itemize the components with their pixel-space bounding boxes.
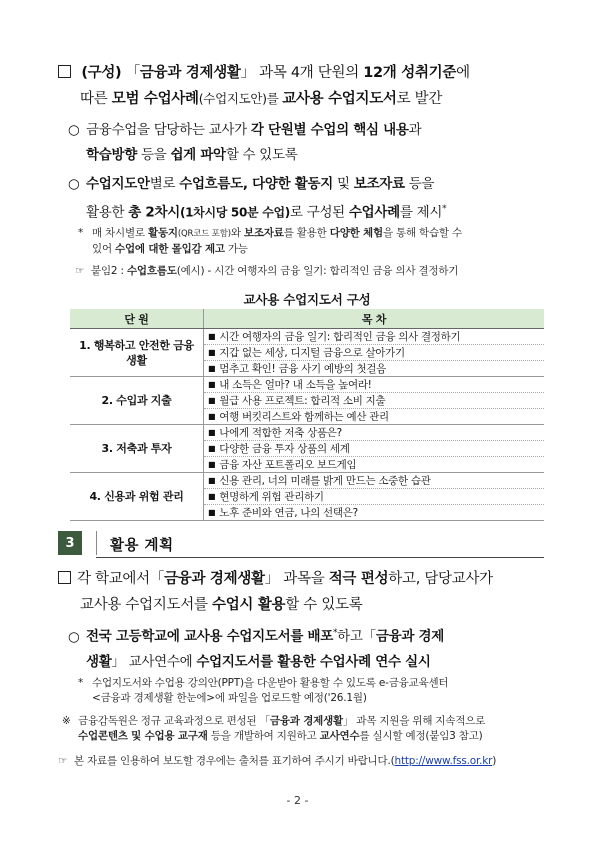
paragraph-school-use: 각 학교에서「금융과 경제생활」 과목을 적극 편성하고, 담당교사가 교사용 수업지도서를 수업시 활용할 수 있도록 xyxy=(58,566,548,618)
contents-cell xyxy=(204,393,545,409)
unit-cell: 2. 수입과 지출 xyxy=(70,377,204,425)
square-bullet-icon: ■ xyxy=(208,460,216,469)
header-contents: 목 차 xyxy=(204,309,545,329)
contents-cell xyxy=(204,361,545,377)
footnote-upload: * 수업지도서와 수업용 강의안(PPT)을 다운받아 활용할 수 있도록 e-금융교육센터 <금융과 경제생활 한눈에>에 파일을 업로드할 예정('26.1월) xyxy=(78,677,449,704)
contents-item-text: 다양한 금융 투자 상품의 세계 xyxy=(219,443,350,455)
square-bullet-icon: ■ xyxy=(208,476,216,485)
section-number: 3 xyxy=(58,531,82,555)
table-row xyxy=(70,473,544,489)
section-underline xyxy=(96,557,544,558)
contents-cell xyxy=(204,329,545,345)
contents-cell xyxy=(204,457,545,473)
fss-website-link[interactable]: http://www.fss.or.kr xyxy=(394,755,493,767)
contents-item-text: 월급 사용 프로젝트: 합리적 소비 지출 xyxy=(219,395,386,407)
contents-cell xyxy=(204,345,545,361)
pointing-hand-icon: ☞ xyxy=(58,755,68,767)
unit-cell: 1. 행복하고 안전한 금융 생활 xyxy=(70,329,204,377)
circle-bullet-icon: ○ xyxy=(68,628,80,645)
table-row xyxy=(70,425,544,441)
pointing-hand-icon: ☞ xyxy=(75,265,85,277)
unit-cell: 4. 신용과 위험 관리 xyxy=(70,473,204,521)
contents-item-text: 나에게 적합한 저축 상품은? xyxy=(219,427,342,439)
paragraph-composition: ○ 수업지도안별로 수업흐름도, 다양한 활동지 및 보조자료 등을 활용한 총 2차시(1차시당 50분 수업)로 구성된 수업사례를 제시* xyxy=(68,172,548,226)
contents-item-text: 멈추고 확인! 금융 사기 예방의 첫걸음 xyxy=(219,363,387,375)
paragraph-distribution: ○ 전국 고등학교에 교사용 수업지도서를 배포*하고「금융과 경제 생활」 교사연수에 수업지도서를 활용한 수업사례 연수 실시 xyxy=(68,621,548,675)
paragraph-structure: (구성) 「금융과 경제생활」 과목 4개 단원의 12개 성취기준에 따른 모범 수업사례(수업지도안)를 교사용 수업지도서로 발간 xyxy=(58,60,548,112)
square-bullet-icon: ■ xyxy=(208,396,216,405)
contents-item-text: 노후 준비와 연금, 나의 선택은? xyxy=(219,507,358,519)
checkbox-square-icon xyxy=(58,65,71,78)
table-header-row xyxy=(70,309,544,329)
contents-cell xyxy=(204,489,545,505)
table-title: 교사용 수업지도서 구성 xyxy=(243,292,371,307)
contents-item-text: 여행 버킷리스트와 함께하는 예산 관리 xyxy=(219,411,389,423)
section-header xyxy=(58,531,544,557)
footnote-activity: * 매 차시별로 활동지(QR코드 포함)와 보조자료를 활용한 다양한 체험을 통해 학습할 수 있어 수업에 대한 몰입감 제고 가능 xyxy=(78,227,462,255)
reference-attachment: ☞ 붙임2 : 수업흐름도(예시) - 시간 여행자의 금융 일기: 합리적인 금융 의사 결정하기 xyxy=(75,265,459,277)
circle-bullet-icon: ○ xyxy=(68,176,80,192)
citation-note: ☞ 본 자료를 인용하여 보도할 경우에는 출처를 표기하여 주시기 바랍니다.(http://www.fss.or.kr) xyxy=(58,755,497,767)
section-divider xyxy=(96,531,97,555)
table-row xyxy=(70,377,544,393)
section-title: 활용 계획 xyxy=(110,538,174,554)
square-bullet-icon: ■ xyxy=(208,364,216,373)
square-bullet-icon: ■ xyxy=(208,508,216,517)
square-bullet-icon: ■ xyxy=(208,492,216,501)
header-unit: 단 원 xyxy=(70,309,204,329)
contents-item-text: 금융 자산 포트폴리오 보드게임 xyxy=(219,459,357,471)
square-bullet-icon: ■ xyxy=(208,412,216,421)
contents-cell xyxy=(204,473,545,489)
contents-cell xyxy=(204,425,545,441)
square-bullet-icon: ■ xyxy=(208,428,216,437)
curriculum-table xyxy=(70,309,544,521)
square-bullet-icon: ■ xyxy=(208,348,216,357)
table-row xyxy=(70,329,544,345)
note-fss-support: ※ 금융감독원은 정규 교육과정으로 편성된 「금융과 경제생활」 과목 지원을 위해 지속적으로 수업콘텐츠 및 수업용 교구재 등을 개발하여 지원하고 교사연수를 실시할 예정(붙임3 참고) xyxy=(62,715,486,742)
page-number: - 2 - xyxy=(286,794,309,807)
contents-item-text: 내 소득은 얼마? 내 소득을 높여라! xyxy=(219,379,372,391)
contents-item-text: 시간 여행자의 금융 일기: 합리적인 금융 의사 결정하기 xyxy=(219,331,461,343)
contents-cell xyxy=(204,409,545,425)
contents-cell xyxy=(204,505,545,521)
paragraph-purpose: ○ 금융수업을 담당하는 교사가 각 단원별 수업의 핵심 내용과 학습방향 등을 쉽게 파악할 수 있도록 xyxy=(68,118,548,168)
contents-item-text: 신용 관리, 너의 미래를 밝게 만드는 소중한 습관 xyxy=(219,475,431,487)
square-bullet-icon: ■ xyxy=(208,332,216,341)
unit-cell: 3. 저축과 투자 xyxy=(70,425,204,473)
circle-bullet-icon: ○ xyxy=(68,122,80,138)
contents-item-text: 현명하게 위험 관리하기 xyxy=(219,491,324,503)
checkbox-square-icon xyxy=(58,571,71,584)
contents-cell xyxy=(204,377,545,393)
contents-item-text: 지갑 없는 세상, 디지털 금융으로 살아가기 xyxy=(219,347,405,359)
square-bullet-icon: ■ xyxy=(208,444,216,453)
contents-cell xyxy=(204,441,545,457)
square-bullet-icon: ■ xyxy=(208,380,216,389)
